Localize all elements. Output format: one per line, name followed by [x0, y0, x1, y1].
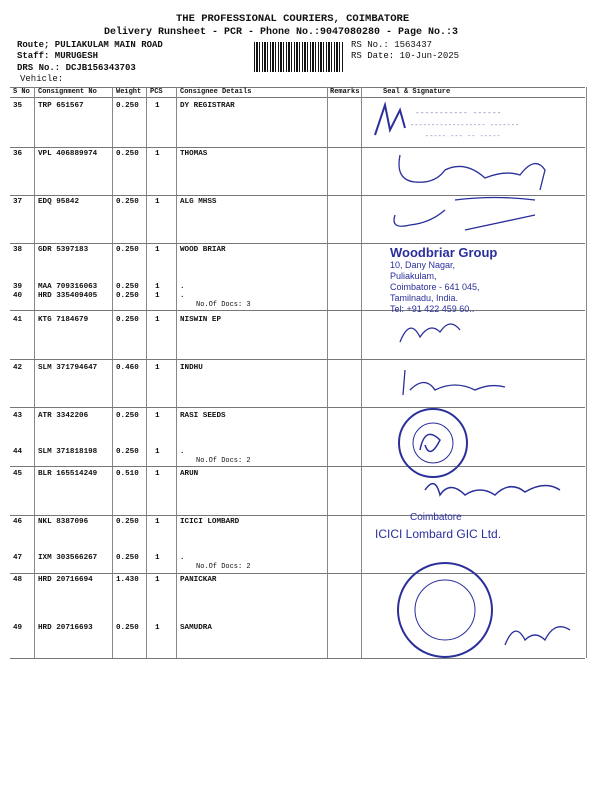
row-divider	[10, 515, 585, 516]
woodbriar-stamp-line: Tamilnadu, India.	[390, 293, 459, 303]
cell-consignment-no: GDR 5397183	[38, 246, 89, 254]
cell-pcs: 1	[155, 150, 160, 158]
cell-consignment-no: HRD 335409405	[38, 292, 98, 300]
cell-consignee-details: .	[180, 292, 185, 300]
docs-count: No.Of Docs: 2	[196, 457, 251, 465]
company-title: THE PROFESSIONAL COURIERS, COIMBATORE	[176, 13, 410, 25]
row-divider	[10, 147, 585, 148]
row-divider	[10, 359, 585, 360]
svg-text:------------------ -------: ------------------ -------	[410, 122, 520, 130]
cell-weight: 0.250	[116, 283, 139, 291]
rs-number: RS No.: 1563437	[351, 40, 433, 50]
barcode	[254, 42, 344, 72]
column-header-consignee-details: Consignee Details	[180, 88, 252, 96]
cell-consignee-details: WOOD BRIAR	[180, 246, 226, 254]
icici-city-stamp: Coimbatore	[410, 512, 462, 523]
drs-number: DRS No.: DCJB156343703	[17, 63, 136, 73]
woodbriar-stamp-line: Woodbriar Group	[390, 245, 498, 260]
cell-weight: 0.250	[116, 554, 139, 562]
column-header-sno: S No	[13, 88, 30, 96]
cell-sno: 48	[13, 576, 23, 584]
samudra-stamp-signature	[395, 560, 575, 665]
cell-pcs: 1	[155, 102, 160, 110]
svg-text:----------- ------: ----------- ------	[415, 109, 502, 118]
rasi-seeds-stamp	[395, 405, 475, 480]
cell-pcs: 1	[155, 576, 160, 584]
cell-sno: 43	[13, 412, 23, 420]
cell-sno: 47	[13, 554, 23, 562]
header-divider	[10, 97, 585, 98]
cell-pcs: 1	[155, 412, 160, 420]
column-divider	[586, 87, 587, 658]
runsheet-subtitle: Delivery Runsheet - PCR - Phone No.:9047080280 - Page No.:3	[104, 27, 459, 38]
cell-consignment-no: KTG 7184679	[38, 316, 89, 324]
cell-pcs: 1	[155, 283, 160, 291]
cell-consignment-no: HRD 20716694	[38, 576, 93, 584]
cell-consignee-details: .	[180, 554, 185, 562]
cell-sno: 46	[13, 518, 23, 526]
cell-consignee-details: ICICI LOMBARD	[180, 518, 240, 526]
cell-weight: 0.250	[116, 518, 139, 526]
cell-consignment-no: VPL 406889974	[38, 150, 98, 158]
cell-consignment-no: EDQ 95842	[38, 198, 80, 206]
woodbriar-stamp-line: 10, Dany Nagar,	[390, 260, 456, 270]
svg-text:----- --- -- -----: ----- --- -- -----	[425, 133, 501, 141]
cell-consignment-no: NKL 8387096	[38, 518, 89, 526]
cell-consignee-details: SAMUDRA	[180, 624, 212, 632]
icici-stamp: ICICI Lombard GIC Ltd.	[375, 527, 502, 541]
cell-pcs: 1	[155, 448, 160, 456]
niswin-signature	[395, 312, 475, 352]
cell-sno: 45	[13, 470, 23, 478]
cell-consignment-no: TRP 651567	[38, 102, 84, 110]
cell-pcs: 1	[155, 292, 160, 300]
vehicle: Vehicle:	[20, 74, 64, 84]
column-header-consignment-no: Consignment No	[38, 88, 97, 96]
cell-consignment-no: IXM 303566267	[38, 554, 98, 562]
docs-count: No.Of Docs: 3	[196, 301, 251, 309]
cell-pcs: 1	[155, 470, 160, 478]
cell-consignee-details: NISWIN EP	[180, 316, 222, 324]
indhu-signature	[395, 365, 515, 405]
cell-consignee-details: DY REGISTRAR	[180, 102, 235, 110]
rs-date: RS Date: 10-Jun-2025	[351, 51, 460, 61]
arun-signature	[420, 470, 570, 510]
cell-sno: 37	[13, 198, 23, 206]
cell-pcs: 1	[155, 624, 160, 632]
route: Route; PULIAKULAM MAIN ROAD	[17, 40, 163, 50]
cell-pcs: 1	[155, 364, 160, 372]
cell-consignee-details: RASI SEEDS	[180, 412, 226, 420]
cell-sno: 41	[13, 316, 23, 324]
cell-consignment-no: SLM 371818198	[38, 448, 98, 456]
cell-sno: 35	[13, 102, 23, 110]
cell-pcs: 1	[155, 198, 160, 206]
cell-pcs: 1	[155, 554, 160, 562]
cell-consignee-details: PANICKAR	[180, 576, 217, 584]
registrar-signature-stamp	[365, 100, 575, 145]
cell-weight: 0.460	[116, 364, 139, 372]
cell-consignment-no: SLM 371794647	[38, 364, 98, 372]
cell-weight: 0.250	[116, 198, 139, 206]
column-header-pcs: PCS	[150, 88, 163, 96]
cell-consignee-details: THOMAS	[180, 150, 208, 158]
cell-weight: 0.250	[116, 246, 139, 254]
alg-signature	[385, 195, 555, 240]
cell-weight: 0.250	[116, 448, 139, 456]
row-divider	[10, 243, 585, 244]
cell-weight: 0.510	[116, 470, 139, 478]
cell-weight: 0.250	[116, 316, 139, 324]
row-divider	[10, 466, 585, 467]
cell-weight: 0.250	[116, 412, 139, 420]
cell-weight: 0.250	[116, 102, 139, 110]
column-header-weight: Weight	[116, 88, 142, 96]
row-divider	[10, 407, 585, 408]
row-divider	[10, 310, 585, 311]
cell-weight: 0.250	[116, 150, 139, 158]
cell-weight: 0.250	[116, 624, 139, 632]
cell-sno: 38	[13, 246, 23, 254]
cell-sno: 42	[13, 364, 23, 372]
cell-sno: 36	[13, 150, 23, 158]
docs-count: No.Of Docs: 2	[196, 563, 251, 571]
cell-pcs: 1	[155, 316, 160, 324]
woodbriar-stamp-line: Coimbatore - 641 045,	[390, 282, 480, 292]
staff: Staff: MURUGESH	[17, 51, 99, 61]
cell-consignment-no: BLR 165514249	[38, 470, 98, 478]
cell-pcs: 1	[155, 518, 160, 526]
cell-weight: 1.430	[116, 576, 139, 584]
cell-sno: 39	[13, 283, 23, 291]
cell-consignee-details: .	[180, 448, 185, 456]
cell-consignee-details: INDHU	[180, 364, 203, 372]
cell-consignment-no: MAA 709316063	[38, 283, 98, 291]
cell-pcs: 1	[155, 246, 160, 254]
cell-sno: 49	[13, 624, 23, 632]
cell-consignee-details: .	[180, 283, 185, 291]
cell-consignment-no: HRD 20716693	[38, 624, 93, 632]
cell-consignment-no: ATR 3342206	[38, 412, 89, 420]
cell-weight: 0.250	[116, 292, 139, 300]
column-header-remarks: Remarks	[330, 88, 360, 96]
cell-sno: 40	[13, 292, 23, 300]
cell-sno: 44	[13, 448, 23, 456]
cell-consignee-details: ALG MHSS	[180, 198, 217, 206]
cell-consignee-details: ARUN	[180, 470, 199, 478]
column-header-seal-signature: Seal & Signature	[383, 88, 451, 96]
woodbriar-stamp-line: Tel: +91 422 459 60..	[390, 304, 475, 314]
thomas-signature	[395, 150, 555, 195]
woodbriar-stamp-line: Puliakulam,	[390, 271, 437, 281]
